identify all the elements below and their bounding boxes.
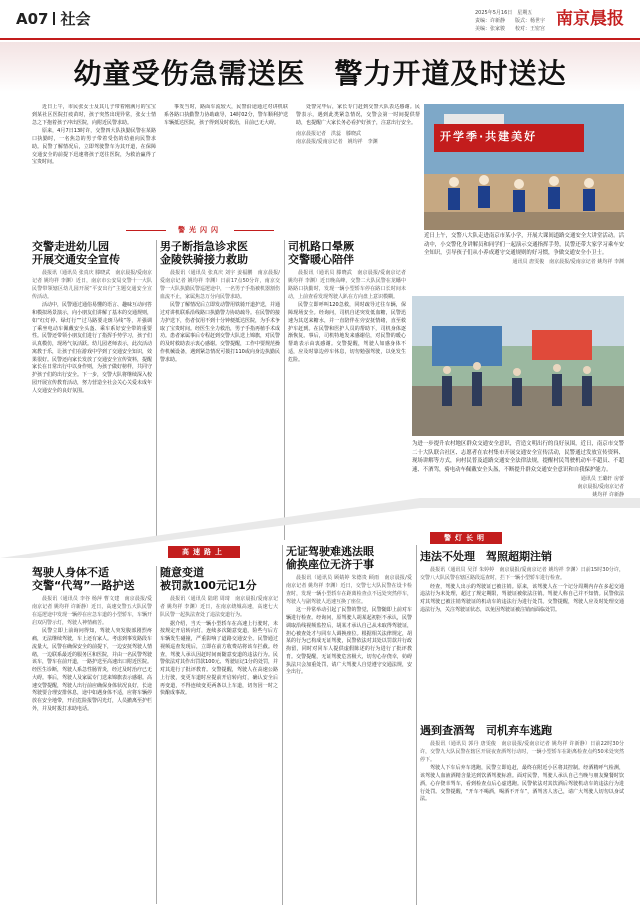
article-unlicensed-title: 无证驾驶难逃法眼 偷换座位无济于事 [286, 545, 374, 572]
article-highway-escort: 驾驶人身体不适 交警“代驾”一路护送 晨报讯（通讯员 李谷 杨萍 曹文建 南京晨报/爱南京记者 姚均祥 许新静）近日，高速交警五大队民警在巡逻途中发现一辆停在应急车道的小型轿车，车辆开启双闪警示灯，驾驶人神情痛苦。 民警立即上前询问得知，驾驶人突发腹部剧烈疼痛，无法继续驾驶，车上还有家人。考虑到事发路段车流量大，民警在确保安全的前提下，一边安抚驾驶人情绪，一边联系最近的服务区和医院，并由一名民警驾驶该车，警车在前开道，一路护送至高速出口附近医院。经医生诊断，驾驶人系急性肠胃炎，经过及时治疗已无大碍。事后，驾驶人及家属专门送来锦旗表示感谢。高速交警提醒，驾驶人出行前应确保身体状况良好，长途驾驶要合理安排休息，途中如遇身体不适，应将车辆停放在安全地带，开启危险报警闪光灯，人员撤离至护栏外，并及时拨打求助电话。 [32, 566, 152, 712]
proof-line: 美编：张家骏 校对：王密宫 [475, 26, 546, 32]
article-unlicensed: 无证驾驶难逃法眼 偷换座位无济于事 晨报讯（通讯员 顾婧婷 朱德贵 顾雨 南京晨报/爱南京记者 姚均祥 李渊）近日，交警七大队民警在设卡检查时，发现一辆小型轿车在距离检查点不远处突然停车，驾驶人与副驾驶人迅速互换了座位。 这一异常举动引起了民警的警觉，民警随即上前对车辆进行检查。经询问，原驾驶人胡某起初拒不承认，民警调取沿线视频监控后，胡某才承认自己从未取得驾驶证，担心被查处才与同车人调换座位。根据相关法律规定，胡某的行为已构成无证驾驶，民警依法对其处以罚款并行政拘留，同时对同车人提供虚假陈述的行为进行了批评教育。交警提醒，无证驾驶危害极大，切勿心存侥幸，妨碍执法只会加重处罚，请广大驾驶人自觉遵守交通法规，安全出行。 [286, 545, 412, 676]
photo-banner-text: 开学季·共建美好 [440, 130, 538, 143]
section-tag-lights: 警灯长明 [430, 532, 502, 544]
article-driver-faint: 司机路口晕厥 交警暖心陪伴 晨报讯（通讯员 滕晓武 南京晨报/爱南京记者 姚均祥 李渊）近日晚高峰，交警二大队民警在龙蟠中路路口执勤时，发现一辆小型轿车停在路口长时间未动，上前查看发现驾驶人趴在方向盘上意识模糊。 民警立即呼叫120急救，同时疏导过往车辆，保障现场安全。经询问，司机自述突发低血糖，民警迅速为其送来糖水，并一直陪伴在旁安抚情绪，直至救护车赶到。在民警和医护人员的帮助下，司机身体逐渐恢复。事后，司机特地发来感谢信，对民警的暖心帮助表示由衷感谢。交警提醒，驾驶人如感身体不适，应及时靠边停车休息，切勿勉强驾驶，以免发生危险。 [288, 240, 406, 363]
article-highway-escort-title: 驾驶人身体不适 交警“代驾”一路护送 [32, 566, 135, 593]
section-tag-highway: 高速路上 [168, 546, 240, 558]
editor-line: 责编：许新静 版式：杨世宇 [475, 18, 546, 24]
lead-col-1: 近日上午，市民张女士及其儿子带着刚满月的宝宝到某社区医院打疫苗时，孩子突然出现异常，张女士情急之下抱着孩子冲出医院，向附近民警求助。 原来，4月7日13时许，交警四大队执勤民警在某路口执勤时，一名焦急的男子带着受伤的幼童向民警求助。民警了解情况后，立即驾驶警车为其开道，在保障交通安全的前提下迅速将孩子送往医院，为救治赢得了宝贵时间。 [32, 104, 156, 166]
article-drunk-driving-title: 遇到查酒驾 司机弃车逃跑 [420, 724, 552, 737]
article-kindergarten: 交警走进幼儿园 开展交通安全宣传 晨报讯（通讯员 张真庆 滕晓武 南京晨报/爱南京记者 姚均祥 李渊）近日，南京市公安局交警十一大队民警带领辖区幼儿园开展“平安出行”主题交通安全宣传活动。 活动中，民警通过通俗易懂的语言、趣味互动问答和模拟场景演示，向小朋友们讲解了基本的交通规则，如“红灯停、绿灯行”“过马路要走斑马线”等，并强调了乘坐电动车佩戴安全头盔、乘车系好安全带的重要性。民警还带领小朋友们进行了指挥手势学习，孩子们认真模仿，现场气氛活跃。幼儿园老师表示，此次活动寓教于乐，让孩子们在游戏中学到了交通安全知识，效果很好。民警还向家长发放了交通安全宣传资料，提醒家长在日常出行中以身作则，为孩子做好榜样，共同守护孩子们的出行安全。下一步，交警大队将继续深入校园开展宣传教育活动，努力营造全社会关心关爱未成年人交通安全的良好氛围。 [32, 240, 152, 394]
article-lane-change: 随意变道 被罚款100元记1分 晨报讯（通讯员 陆珺 周琦 南京晨报/爱南京记者 姚均祥 李渊）近日，在南京绕城高速，高速七大队民警一起执法查处了违法变道行为。 据介绍，当天一辆小型轿车在高速上行驶时，未按规定开启转向灯，连续多次随意变道，险些与后方车辆发生碰撞，严重影响了道路交通安全。民警通过视频巡查发现后，立即在前方收费站将该车拦截。经查，驾驶人承认因赶时间而随意变道的违法行为。民警依法对其作出罚款100元、驾驶证记1分的处罚，并对其进行了批评教育。交警提醒，驾驶人在高速公路上行驶，变更车道时应提前开启转向灯，确认安全后再变道，不得连续变更两条以上车道，切勿因一时之快酿成事故。 [160, 566, 278, 697]
article-driver-faint-title: 司机路口晕厥 交警暖心陪伴 [288, 240, 354, 267]
lead-col-3: 处警完毕后，家长专门赶到交警大队表达感谢。民警表示，遇到此类紧急情况，交警会第一时间提供帮助，也提醒广大家长务必看护好孩子，注意出行安全。 南京晨报记者 洪蕊 滕晓武 南京晨报/爱南京记者 姚均祥 李渊 [296, 104, 420, 145]
issue-date: 2025年5月16日 星期五 [475, 10, 533, 16]
masthead-logo: 南京晨报 [556, 9, 624, 29]
page-number: A07 [16, 10, 49, 28]
top-photo-caption: 近日上午，交警八大队走进南京市某小学，开展大课间道路交通安全大讲堂活动。活动中，小交警化身讲解员和同学们一起演示交通指挥手势，民警还带大家学习乘车安全知识，引导孩子们从小养成遵守交通规则的好习惯，争做交通安全小卫士。 通讯员 唐雯俊 南京晨报/爱南京记者 姚均祥 李渊 [424, 233, 624, 265]
article-kindergarten-title: 交警走进幼儿园 开展交通安全宣传 [32, 240, 120, 267]
article-finger-injury: 男子断指急诊求医 金陵铁骑接力救助 晨报讯（通讯员 张真庆 刘宇 姜福鹏 南京晨报/爱南京记者 姚均祥 李渊）日前17点50分许，南京交警一大队执勤民警巡逻途中，一名男子手指被机器割伤血流不止，家属焦急万分向民警求助。 民警了解情况后立即发动警用铁骑开道护送，并通过对讲机联系沿线路口执勤警力协助疏导。在民警的接力护送下，伤者仅用不到十分钟便抵达医院，为手术争取了宝贵时间。经医生全力救治，男子手指再植手术成功。患者家属事后专程赶到交警大队送上锦旗，对民警的及时救助表示衷心感谢。交警提醒，工作中要规范操作机械设备，遇到紧急情况可拨打110或向身边执勤民警求助。 [160, 240, 280, 363]
school-event-photo [424, 104, 624, 230]
lead-col-2: 事发当时，路面车流较大，民警沿途通过对讲机联系各路口执勤警力协助疏导，14时02分，警车顺利护送车辆抵达医院，孩子得到及时救治，目前已无大碍。 [164, 104, 288, 126]
main-headline: 幼童受伤急需送医 警力开道及时送达 [73, 57, 567, 90]
article-license-cancel-title: 违法不处理 驾照超期注销 [420, 550, 552, 563]
section-name: 社会 [60, 10, 91, 28]
article-finger-injury-title: 男子断指急诊求医 金陵铁骑接力救助 [160, 240, 248, 267]
rural-photo-caption: 为进一步提升农村地区群众交通安全意识，营造文明出行的良好氛围，近日，南京市交警二十大队联合社区、志愿者在农村集市开展交通安全宣传活动，民警通过发放宣传资料、现场讲解等方式，向村民普及道路交通安全法律法规，提醒村民驾驶机动车不超员、不超速、不酒驾，骑电动车佩戴安全头盔，不断提升群众交通安全意识和自我保护能力。 通讯员 王璐轩 房蕾 南京晨报/爱南京记者 姚均祥 许新静 [412, 441, 624, 498]
section-tag-police: 警光闪闪 [170, 224, 230, 236]
article-license-cancel: 违法不处理 驾照超期注销 晨报讯（通讯员 吴洋 朱婷婷 南京晨报/爱南京记者 姚均祥 李渊）日前15时30分许，交警八大队民警在辖区路段巡查时，拦下一辆小型轿车进行检查。 经查，驾驶人出示的驾驶证已被注销。原来，该驾驶人在一个记分周期内存在多起交通违法行为未处理，超过了规定期限，驾驶证被依法注销。驾驶人称自己并不知情。民警依法对其驾驶已被注销驾驶证的机动车的违法行为进行处罚。交警提醒，驾驶人应及时处理交通违法行为，关注驾驶证状态，以免因驾驶证被注销而面临处罚。 [420, 550, 624, 613]
page-header [0, 0, 640, 40]
rural-market-photo [412, 296, 624, 436]
article-lane-change-title: 随意变道 被罚款100元记1分 [160, 566, 257, 593]
lead-byline: 南京晨报记者 洪蕊 滕晓武 南京晨报/爱南京记者 姚均祥 李渊 [296, 131, 378, 145]
article-drunk-driving: 遇到查酒驾 司机弃车逃跑 晨报讯（通讯员 郭丹 唐雯俊 南京晨报/爱南京记者 姚均祥 许新静）日前22时30分许，交警九大队民警在辖区开展夜查酒驾行动时，一辆小型轿车在距离检查点约50米处突然停下。 驾驶人下车后弃车逃跑，民警立即追赶，最终在附近小区将其控制。经酒精呼气检测，该驾驶人血液酒精含量达到饮酒驾驶标准。面对民警，驾驶人承认自己当晚与朋友聚餐时饮酒，心存侥幸驾车，看到检查点后心虚逃跑。民警依法对其饮酒后驾驶机动车的违法行为进行处罚。交警提醒，“开车不喝酒，喝酒不开车”，酒驾害人害己，请广大驾驶人切勿以身试法。 [420, 724, 624, 803]
header-meta [475, 9, 545, 33]
